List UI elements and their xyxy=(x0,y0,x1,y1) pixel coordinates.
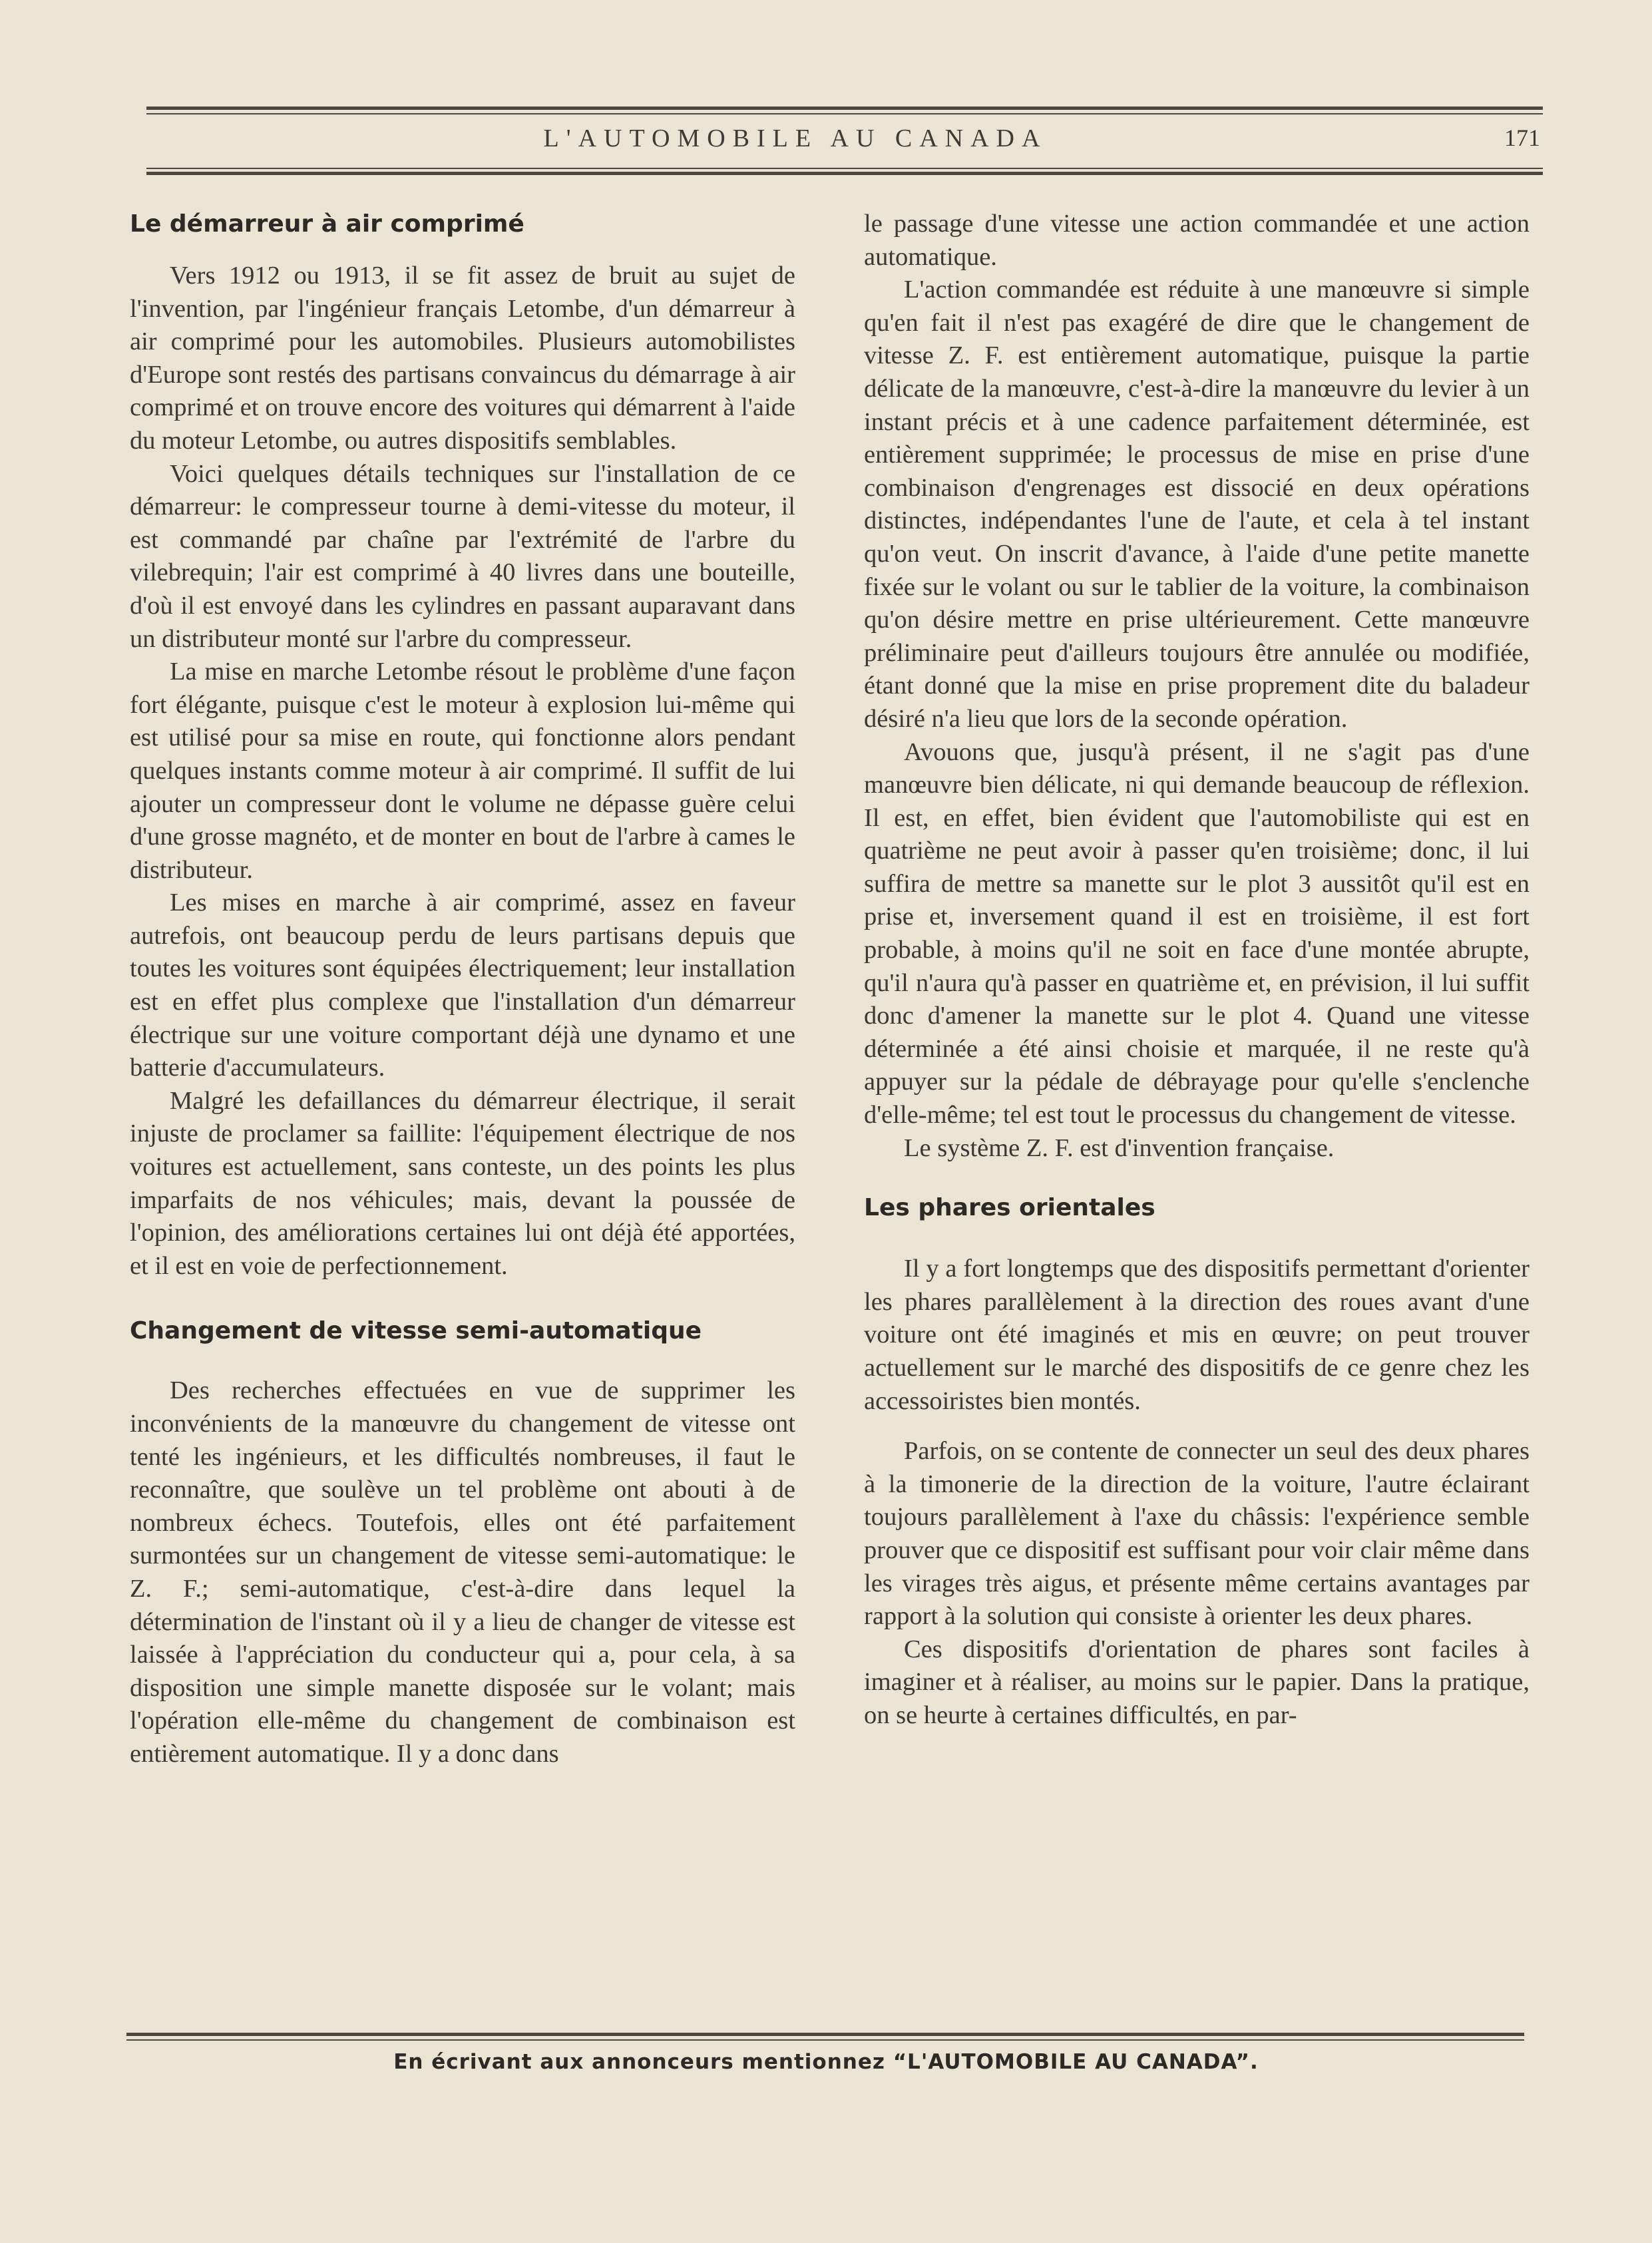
left-column xyxy=(130,208,795,1771)
footer-advertiser-note: En écrivant aux annonceurs mentionnez “L'AUTOMOBILE AU CANADA”. xyxy=(393,2050,1259,2074)
paragraph: L'action commandée est réduite à une manœuvre si simple qu'en fait il n'est pas exagéré de dire que le changement de vitesse Z. F. est entièrement automatique, puisque la partie délicate de la manœuvre, c'est-à-dire la manœuvre du levier à un instant précis et à une cadence parfaitement déterminée, est entièrement supprimée; le processus de mise en prise d'une combinaison d'engrenages est dissocié en deux opérations distinctes, indépendantes l'une de l'aute, et cela à tel instant qu'on veut. On inscrit d'avance, à l'aide d'une petite manette fixée sur le volant ou sur le tablier de la voiture, la combinaison qu'on désire mettre en prise ultérieurement. Cette manœuvre préliminaire peut d'ailleurs toujours être annulée ou modifiée, étant donné que la mise en prise proprement dite du baladeur désiré n'a lieu que lors de la seconde opération. xyxy=(864,276,1530,733)
paragraph: Voici quelques détails techniques sur l'installation de ce démarreur: le compresseur tourne à demi-vitesse du moteur, il est commandé par chaîne par l'extrémité de l'arbre du vilebrequin; l'air est comprimé à 40 livres dans une bouteille, d'où il est envoyé dans les cylindres en passant auparavant dans un distributeur monté sur l'arbre du compresseur. xyxy=(130,459,795,653)
running-title: L'AUTOMOBILE AU CANADA xyxy=(543,124,1048,152)
footer-rule-thick xyxy=(126,2033,1524,2036)
page-number: 171 xyxy=(1504,124,1540,151)
paragraph: Les mises en marche à air comprimé, assez en faveur autrefois, ont beaucoup perdu de leurs partisans depuis que toutes les voitures sont équipées électriquement; leur installation est en effet plus complexe que l'installation d'un démarreur électrique sur une voiture comportant déjà une dynamo et une batterie d'accumulateurs. xyxy=(130,889,795,1082)
header-rule-top-thin xyxy=(146,113,1543,114)
header-rule-bottom-thick xyxy=(146,172,1543,175)
section-heading-air-starter: Le démarreur à air comprimé xyxy=(130,210,524,238)
header-rule-top-thick xyxy=(146,106,1543,110)
paragraph: Vers 1912 ou 1913, il se fit assez de bruit au sujet de l'invention, par l'ingénieur français Letombe, d'un démarreur à air comprimé pour les automobiles. Plusieurs automobilistes d'Europe sont restés des partisans convaincus du démarrage à air comprimé et on trouve encore des voitures qui démarrent à l'aide du moteur Letombe, ou autres dispositifs semblables. xyxy=(130,262,795,455)
paragraph: La mise en marche Letombe résout le problème d'une façon fort élégante, puisque c'est le moteur à explosion lui-même qui est utilisé pour sa mise en route, qui fonctionne alors pendant quelques instants comme moteur à air comprimé. Il suffit de lui ajouter un compresseur dont le volume ne dépasse guère celui d'une grosse magnéto, et de monter en bout de l'arbre à cames le distributeur. xyxy=(130,658,795,884)
paragraph: Le système Z. F. est d'invention française. xyxy=(904,1133,1335,1162)
paragraph: Malgré les defaillances du démarreur électrique, il serait injuste de proclamer sa faillite: l'équipement électrique de nos voitures est actuellement, sans conteste, un des points les plus imparfaits de nos véhicules; mais, devant la poussée de l'opinion, des améliorations certaines lui ont déjà été apportées, et il est en voie de perfectionnement. xyxy=(130,1086,795,1280)
paragraph: Des recherches effectuées en vue de supprimer les inconvénients de la manœuvre du changement de vitesse ont tenté les ingénieurs, et les difficultés nombreuses, il faut le reconnaître, que soulève un tel problème ont abouti à de nombreux échecs. Toutefois, elles ont été parfaitement surmontées sur un changement de vitesse semi-automatique: le Z. F.; semi-automatique, c'est-à-dire dans lequel la détermination de l'instant où il y a lieu de changer de vitesse est laissée à l'appréciation du conducteur qui a, pour cela, à sa disposition une simple manette disposée sur le volant; mais l'opération elle-même du changement de combinaison est entièrement automatique. Il y a donc dans xyxy=(130,1376,795,1768)
header-rule-bottom-thin xyxy=(146,168,1543,169)
footer-rule-thin xyxy=(126,2039,1524,2041)
paragraph: Ces dispositifs d'orientation de phares sont faciles à imaginer et à réaliser, au moins sur le papier. Dans la pratique, on se heurte à certaines difficultés, en par- xyxy=(864,1635,1530,1729)
paragraph: Parfois, on se contente de connecter un seul des deux phares à la timonerie de la direction de la voiture, l'autre éclairant toujours parallèlement à l'axe du châssis: l'expérience semble prouver que ce dispositif est suffisant pour voir clair même dans les virages très aigus, et présente même certains avantages par rapport à la solution qui consiste à orienter les deux phares. xyxy=(864,1437,1530,1631)
paragraph-continued: le passage d'une vitesse une action commandée et une action automatique. xyxy=(864,210,1530,271)
section-heading-gear-change: Changement de vitesse semi-automatique xyxy=(130,1317,702,1345)
section-heading-headlights: Les phares orientales xyxy=(864,1194,1155,1222)
paragraph: Il y a fort longtemps que des dispositifs permettant d'orienter les phares parallèlement à la direction des roues avant d'une voiture ont été imaginés et mis en œuvre; on peut trouver actuellement sur le marché des dispositifs de ce genre chez les accessoiristes bien montés. xyxy=(864,1255,1530,1415)
paragraph: Avouons que, jusqu'à présent, il ne s'agit pas d'une manœuvre bien délicate, ni qui demande beaucoup de réflexion. Il est, en effet, bien évident que l'automobiliste qui est en quatrième ne peut avoir à passer qu'en troisième; donc, il lui suffira de mettre sa manette sur le plot 3 aussitôt qu'il est en prise et, inversement quand il est en troisième, il est fort probable, à moins qu'il ne soit en face d'une montée abrupte, qu'il n'aura qu'à passer en quatrième et, en prévision, il lui suffit donc d'amener la manette sur le plot 4. Quand une vitesse déterminée a été ainsi choisie et marquée, il ne reste qu'à appuyer sur la pédale de débrayage pour qu'elle s'enclenche d'elle-même; tel est tout le processus du changement de vitesse. xyxy=(864,737,1530,1129)
right-column xyxy=(864,208,1530,1733)
